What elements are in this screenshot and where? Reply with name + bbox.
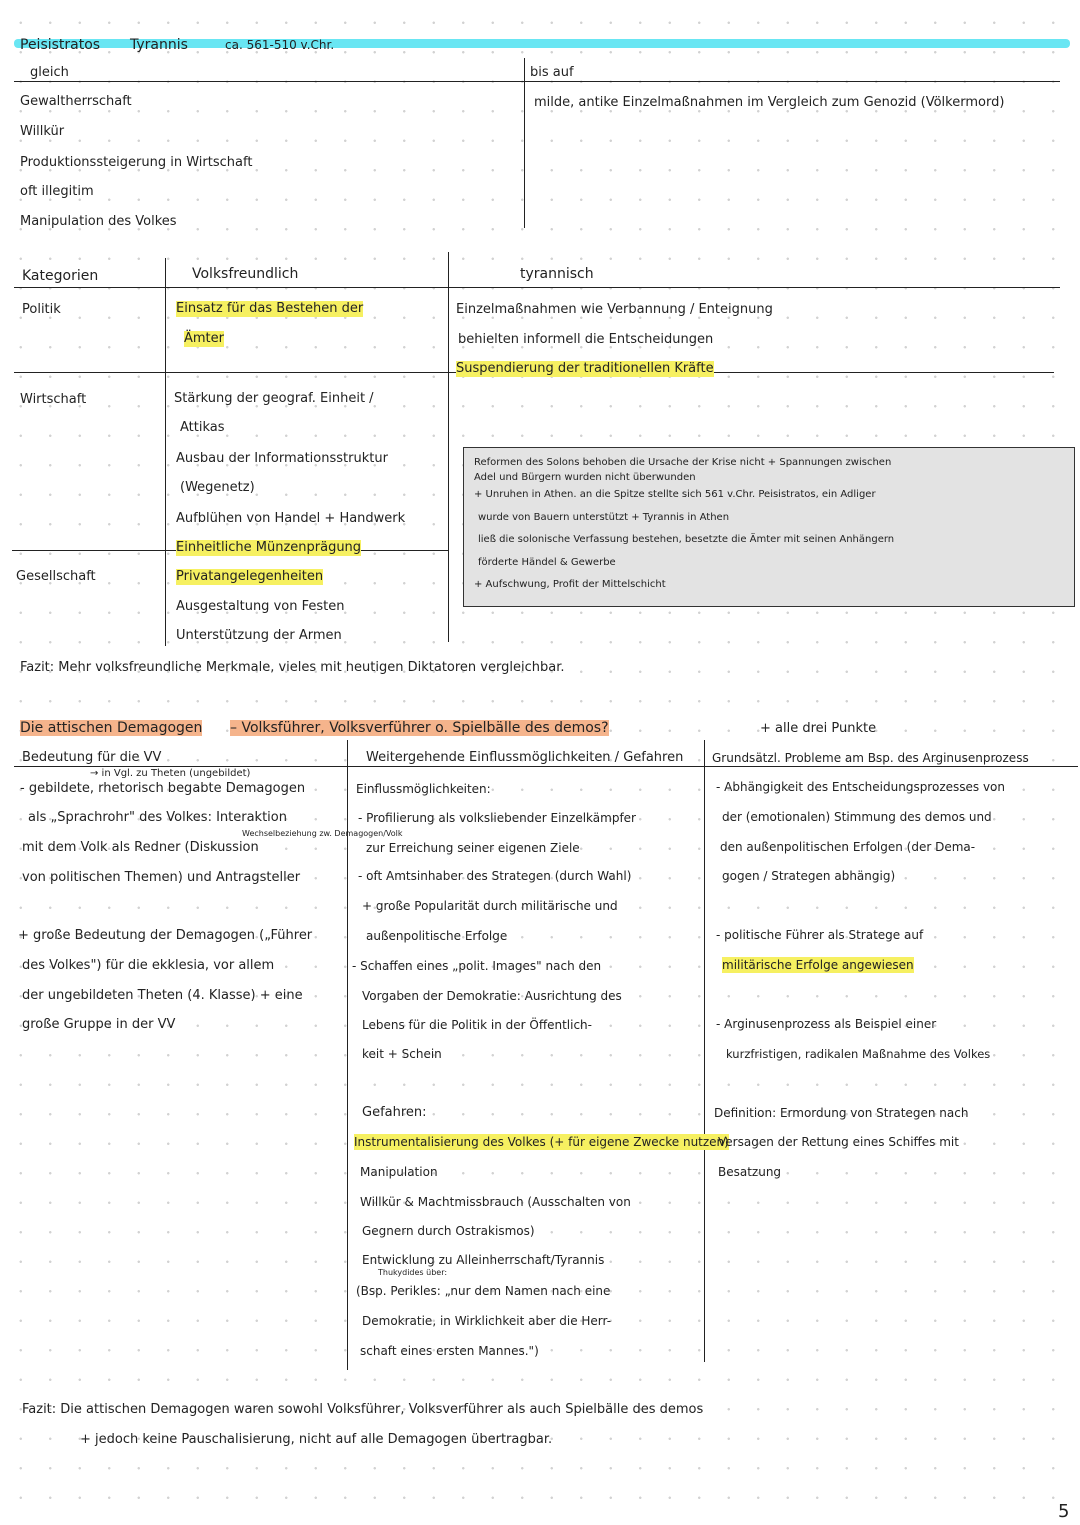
section-note: + alle drei Punkte [760, 721, 877, 736]
title: Peisistratos [20, 37, 101, 53]
table-head-category: Kategorien [22, 268, 99, 284]
cell-text: Demokratie, in Wirklichkeit aber die Herr- [362, 1314, 612, 1328]
cell-heading: Einflussmöglichkeiten: [356, 782, 491, 796]
cell-text: der (emotionalen) Stimmung des demos und [722, 810, 992, 824]
cell-text: von politischen Themen) und Antragsteller [22, 870, 301, 885]
cell-text: (Wegenetz) [180, 480, 255, 495]
col-right-heading: bis auf [530, 65, 574, 80]
cell-text: Gegnern durch Ostrakismos) [362, 1224, 535, 1238]
cell-text: Besatzung [718, 1165, 782, 1179]
cell-text: des Volkes") für die ekklesia, vor allem [22, 958, 275, 973]
cell-heading: Gefahren: [362, 1105, 427, 1120]
note-small: Wechselbeziehung zw. Demagogen/Volk [242, 829, 403, 838]
rule [14, 81, 1060, 82]
cell-text: + große Popularität durch militärische und [362, 899, 618, 913]
cell-text: Suspendierung der traditionellen Kräfte [456, 361, 714, 376]
list-item: Manipulation des Volkes [20, 214, 177, 229]
cell-text: der ungebildeten Theten (4. Klasse) + eine [22, 988, 303, 1003]
cell-text: Einheitliche Münzenprägung [176, 540, 362, 555]
page-number: 5 [1058, 1501, 1070, 1522]
box-line: + Aufschwung, Profit der Mittelschicht [474, 579, 666, 590]
cell-text: Manipulation [360, 1165, 438, 1179]
row-label-gesellschaft: Gesellschaft [16, 569, 96, 584]
table-head-friendly: Volksfreundlich [192, 266, 299, 282]
cell-text: Einzelmaßnahmen wie Verbannung / Enteignung [456, 302, 773, 317]
cell-text: Willkür & Machtmissbrauch (Ausschalten von [360, 1195, 631, 1209]
cell-text: - gebildete, rhetorisch begabte Demagogen [20, 781, 306, 796]
note-small: Thukydides über: [378, 1268, 448, 1277]
cell-text: Aufblühen von Handel + Handwerk [176, 511, 406, 526]
table2-head-1: Bedeutung für die VV [22, 750, 162, 765]
cell-text: zur Erreichung seiner eigenen Ziele [366, 841, 580, 855]
row-label-politik: Politik [22, 302, 61, 317]
cell-text: - Abhängigkeit des Entscheidungsprozesses von [716, 780, 1006, 794]
cell-text: Vorgaben der Demokratie: Ausrichtung des [362, 989, 622, 1003]
box-line: ließ die solonische Verfassung bestehen, besetzte die Ämter mit seinen Anhängern [478, 534, 895, 545]
cell-text: Definition: Ermordung von Strategen nach [714, 1106, 969, 1120]
rule [524, 58, 525, 228]
cell-text: Attikas [180, 420, 225, 435]
fazit-1: Fazit: Mehr volksfreundliche Merkmale, vieles mit heutigen Diktatoren vergleichbar. [20, 660, 565, 675]
topic: Tyrannis [130, 37, 188, 53]
cell-text: Ausgestaltung von Festen [176, 599, 345, 614]
col-left-heading: gleich [30, 65, 69, 80]
list-item: Willkür [20, 124, 65, 139]
cell-text: schaft eines ersten Mannes.") [360, 1344, 539, 1358]
box-line: förderte Händel & Gewerbe [478, 557, 616, 568]
rule [448, 252, 449, 642]
fazit-2-line-1: Fazit: Die attischen Demagogen waren sowohl Volksführer, Volksverführer als auch Spielbälle des demos [22, 1402, 704, 1417]
cell-text: Versagen der Rettung eines Schiffes mit [718, 1135, 959, 1149]
table2-head-2: Weitergehende Einflussmöglichkeiten / Gefahren [366, 750, 684, 765]
cell-text: - oft Amtsinhaber des Strategen (durch Wahl) [358, 869, 632, 883]
section-title: Die attischen Demagogen [20, 720, 203, 736]
table-head-tyrannical: tyrannisch [520, 266, 594, 282]
cell-text: - Profilierung als volksliebender Einzelkämpfer [358, 811, 636, 825]
cell-text: kurzfristigen, radikalen Maßnahme des Volkes [726, 1047, 991, 1061]
box-line: Adel und Bürgern wurden nicht überwunden [474, 472, 696, 483]
row-label-wirtschaft: Wirtschaft [20, 392, 87, 407]
info-box [463, 447, 1075, 607]
right-text: milde, antike Einzelmaßnahmen im Vergleich zum Genozid (Völkermord) [534, 95, 1005, 110]
list-item: Produktionssteigerung in Wirtschaft [20, 155, 253, 170]
list-item: Gewaltherrschaft [20, 94, 132, 109]
fazit-2-line-2: + jedoch keine Pauschalisierung, nicht auf alle Demagogen übertragbar. [80, 1432, 553, 1447]
cell-text: große Gruppe in der VV [22, 1017, 176, 1032]
cell-text: + große Bedeutung der Demagogen („Führer [18, 928, 313, 943]
cell-text: gogen / Strategen abhängig) [722, 869, 896, 883]
cell-text: Lebens für die Politik in der Öffentlich- [362, 1018, 592, 1032]
rule [165, 258, 166, 646]
note-small: → in Vgl. zu Theten (ungebildet) [90, 768, 251, 779]
box-line: + Unruhen in Athen. an die Spitze stellte sich 561 v.Chr. Peisistratos, ein Adliger [474, 489, 876, 500]
cell-text: mit dem Volk als Redner (Diskussion [22, 840, 259, 855]
cell-text: keit + Schein [362, 1047, 442, 1061]
rule [14, 766, 1078, 767]
cell-text: Entwicklung zu Alleinherrschaft/Tyrannis [362, 1253, 605, 1267]
box-line: wurde von Bauern unterstützt + Tyrannis in Athen [478, 512, 730, 523]
rule [704, 740, 705, 1362]
box-line: Reformen des Solons behoben die Ursache der Krise nicht + Spannungen zwischen [474, 457, 892, 468]
dates: ca. 561-510 v.Chr. [225, 38, 335, 52]
cell-text: Ämter [184, 331, 224, 346]
cell-text: Stärkung der geograf. Einheit / [174, 391, 374, 406]
table2-head-3: Grundsätzl. Probleme am Bsp. des Arginusenprozess [712, 751, 1029, 765]
cell-text: Instrumentalisierung des Volkes (+ für eigene Zwecke nutzen) [354, 1135, 729, 1149]
section-subtitle: – Volksführer, Volksverführer o. Spielbälle des demos? [230, 720, 609, 736]
cell-text: militärische Erfolge angewiesen [722, 958, 914, 972]
cell-text: den außenpolitischen Erfolgen (der Dema- [720, 840, 976, 854]
cell-text: Unterstützung der Armen [176, 628, 342, 643]
cell-text: - Arginusenprozess als Beispiel einer [716, 1017, 937, 1031]
cell-text: Privatangelegenheiten [176, 569, 324, 584]
cell-text: außenpolitische Erfolge [366, 929, 508, 943]
list-item: oft illegitim [20, 184, 94, 199]
cell-text: - Schaffen eines „polit. Images" nach den [352, 959, 602, 973]
cell-text: behielten informell die Entscheidungen [458, 332, 714, 347]
rule [14, 287, 1060, 288]
cell-text: Einsatz für das Bestehen der [176, 301, 364, 316]
cell-text: Ausbau der Informationsstruktur [176, 451, 388, 466]
cell-text: (Bsp. Perikles: „nur dem Namen nach eine [356, 1284, 611, 1298]
cell-text: als „Sprachrohr" des Volkes: Interaktion [28, 810, 287, 825]
cell-text: - politische Führer als Stratege auf [716, 928, 924, 942]
